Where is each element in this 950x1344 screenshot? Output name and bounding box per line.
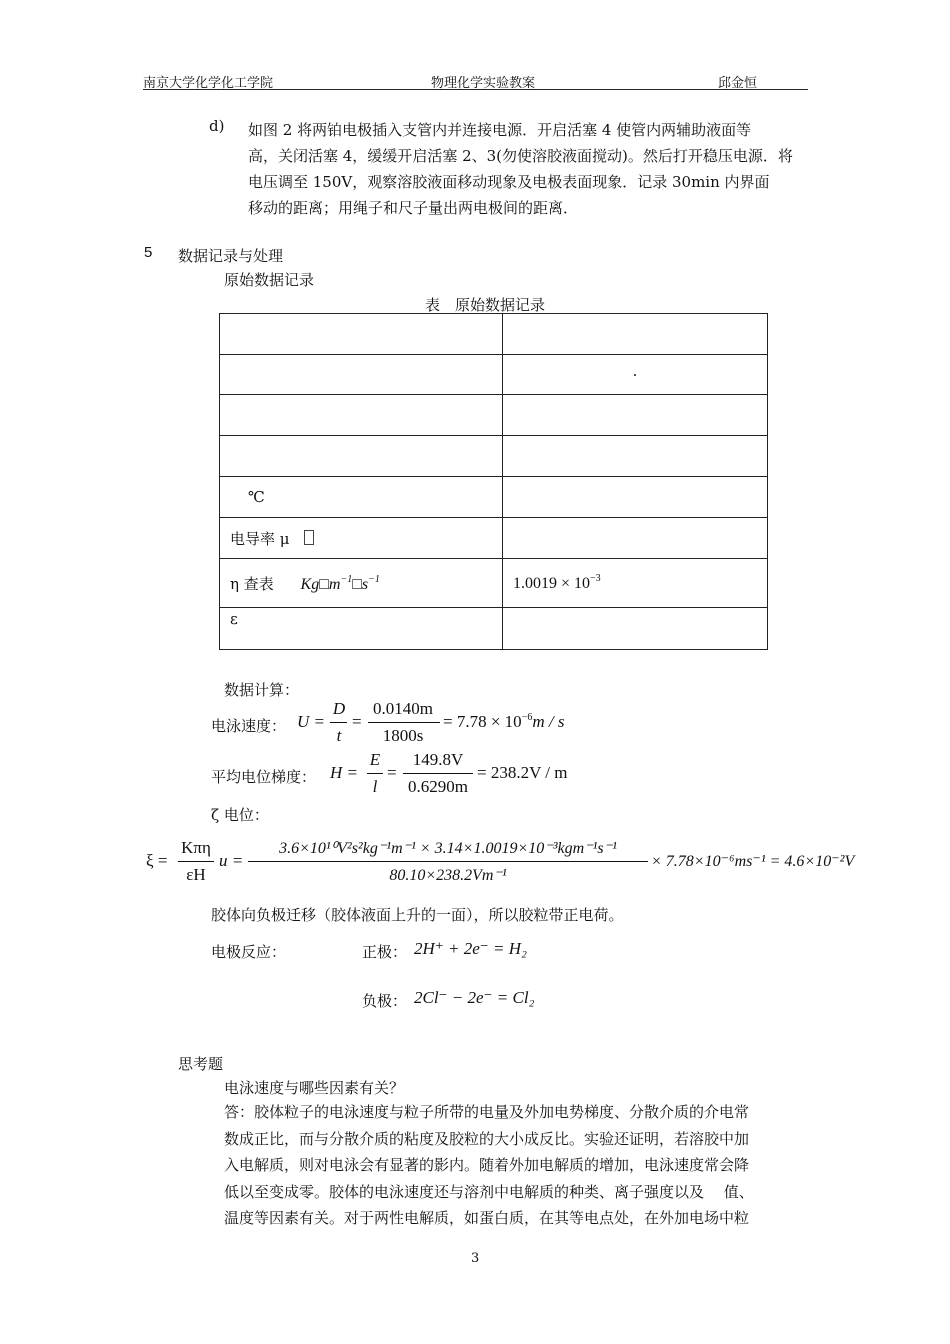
table-caption: 表 原始数据记录 bbox=[425, 296, 546, 314]
missing-glyph-icon bbox=[304, 530, 314, 545]
velocity-result bbox=[443, 712, 564, 732]
table-cell-label bbox=[220, 314, 503, 355]
zeta-symbol-denominator: εH bbox=[186, 865, 206, 884]
step-d-line: 移动的距离；用绳子和尺子量出两电极间的距离． bbox=[248, 199, 579, 217]
positive-electrode-equation: 2H⁺ + 2e⁻ = H₂ bbox=[414, 939, 527, 958]
table-cell-value bbox=[503, 559, 768, 608]
step-d-line: 电压调至 150V，观察溶胶液面移动现象及电极表面现象．记录 30min 内界面 bbox=[248, 173, 770, 191]
answer-line: 答：胶体粒子的电泳速度与粒子所带的电量及外加电势梯度、分散介质的介电常 bbox=[224, 1103, 750, 1121]
fraction-bar bbox=[248, 861, 648, 862]
table-cell-value bbox=[503, 518, 768, 559]
table-row bbox=[220, 477, 768, 518]
velocity-unit: m / s bbox=[532, 712, 565, 731]
gradient-result: = 238.2V / m bbox=[477, 763, 568, 782]
answer-line: 数成正比，而与分散介质的粘度及胶粒的大小成反比。实验还证明，若溶胶中加 bbox=[224, 1129, 750, 1148]
table-cell-label bbox=[220, 518, 503, 559]
header-course-title: 物理化学实验教案 bbox=[431, 76, 536, 91]
table-cell-value bbox=[503, 395, 768, 436]
question-text: 电泳速度与哪些因素有关？ bbox=[224, 1079, 405, 1097]
velocity-symbol-numerator: D bbox=[332, 699, 346, 718]
gradient-symbol-numerator: E bbox=[369, 750, 381, 769]
zeta-result: × 7.78×10⁻⁶ms⁻¹ = 4.6×10⁻²V bbox=[651, 853, 855, 870]
gradient-lhs: H = bbox=[330, 763, 358, 782]
equals-sign: = bbox=[352, 712, 362, 731]
viscosity-label: η 查表 bbox=[230, 574, 274, 593]
gradient-label: 平均电位梯度： bbox=[211, 768, 317, 786]
table-cell-label bbox=[220, 395, 503, 436]
step-d-text bbox=[248, 117, 808, 221]
zeta-symbol-numerator: Kπη bbox=[181, 838, 211, 857]
zeta-numerator: 3.6×10¹⁰V²s²kg⁻¹m⁻¹ × 3.14×1.0019×10⁻³kgm⁻¹s⁻¹ bbox=[279, 840, 617, 857]
table-cell-value bbox=[503, 477, 768, 518]
table-row bbox=[220, 436, 768, 477]
answer-line: 低以至变成零。胶体的电泳速度还与溶剂中电解质的种类、离子强度以及 值、 bbox=[224, 1182, 754, 1201]
step-d-line: 高，关闭活塞 4，缓缓开启活塞 2、3(勿使溶胶液面搅动)。然后打开稳压电源．将 bbox=[248, 147, 793, 165]
negative-electrode-label: 负极： bbox=[362, 992, 408, 1010]
raw-data-table bbox=[219, 313, 768, 650]
step-d-line: 如图 2 将两铂电极插入支管内并连接电源．开启活塞 4 使管内两辅助液面等 bbox=[248, 121, 752, 139]
electrode-label: 电极反应： bbox=[211, 943, 287, 961]
velocity-label: 电泳速度： bbox=[211, 717, 287, 735]
answer-text bbox=[224, 1099, 808, 1232]
zeta-lhs: ξ = bbox=[146, 851, 168, 870]
fraction-bar bbox=[178, 861, 214, 862]
viscosity-exponent: −3 bbox=[590, 573, 601, 584]
gradient-symbol-denominator: l bbox=[372, 777, 378, 796]
table-cell-value bbox=[503, 314, 768, 355]
page-number: 3 bbox=[471, 1251, 480, 1266]
answer-line: 温度等因素有关。对于两性电解质，如蛋白质，在其等电点处，在外加电场中粒 bbox=[224, 1209, 750, 1227]
velocity-denominator: 1800s bbox=[382, 726, 424, 745]
negative-electrode-equation: 2Cl⁻ − 2e⁻ = Cl₂ bbox=[414, 988, 535, 1007]
table-cell-value: · bbox=[503, 355, 768, 395]
calc-heading: 数据计算： bbox=[224, 681, 300, 699]
viscosity-unit: $Kg□m^{-1}□s^{-1}$ bbox=[300, 573, 380, 593]
positive-electrode-label: 正极： bbox=[362, 943, 408, 961]
equals-sign: = bbox=[387, 763, 397, 782]
zeta-denominator: 80.10×238.2Vm⁻¹ bbox=[389, 867, 507, 884]
section-title: 数据记录与处理 bbox=[178, 247, 284, 265]
header-author: 邱金恒 bbox=[718, 76, 758, 91]
velocity-exponent: −6 bbox=[521, 712, 533, 723]
zeta-u: u = bbox=[219, 851, 244, 870]
table-row bbox=[220, 314, 768, 355]
table-row bbox=[220, 395, 768, 436]
table-cell-label bbox=[220, 355, 503, 395]
header-institution: 南京大学化学化工学院 bbox=[143, 76, 274, 91]
table-row bbox=[220, 518, 768, 559]
step-d-label: d) bbox=[209, 117, 225, 135]
table-cell-label bbox=[220, 559, 503, 608]
velocity-numerator: 0.0140m bbox=[373, 699, 433, 718]
table-cell-label: ℃ bbox=[220, 477, 503, 518]
fraction-bar bbox=[368, 722, 440, 723]
velocity-lhs: U = bbox=[297, 712, 325, 731]
table-cell-label: ε bbox=[220, 608, 503, 650]
gradient-numerator: 149.8V bbox=[412, 750, 464, 769]
fraction-bar bbox=[403, 773, 473, 774]
table-row bbox=[220, 608, 768, 650]
table-cell-label bbox=[220, 436, 503, 477]
zeta-label: ζ 电位： bbox=[211, 806, 269, 824]
missing-glyph-icon: □ bbox=[319, 575, 329, 593]
gradient-denominator: 0.6290m bbox=[408, 777, 468, 796]
fraction-bar bbox=[367, 773, 383, 774]
viscosity-value: 1.0019 × 10 bbox=[513, 575, 591, 592]
conductivity-label: 电导率 μ bbox=[230, 529, 290, 548]
charge-conclusion: 胶体向负极迁移（胶体液面上升的一面），所以胶粒带正电荷。 bbox=[211, 906, 624, 924]
table-row bbox=[220, 355, 768, 395]
velocity-symbol-denominator: t bbox=[336, 726, 342, 745]
section-subtitle: 原始数据记录 bbox=[224, 271, 315, 289]
section-number: 5 bbox=[144, 244, 153, 261]
table-row bbox=[220, 559, 768, 608]
answer-line: 入电解质，则对电泳会有显著的影内。随着外加电解质的增加，电泳速度常会降 bbox=[224, 1156, 750, 1174]
velocity-result-value: = 7.78 × 10 bbox=[443, 712, 522, 731]
viscosity-unit-kg: Kg bbox=[300, 575, 320, 593]
missing-glyph-icon: □ bbox=[352, 575, 362, 593]
fraction-bar bbox=[330, 722, 347, 723]
questions-title: 思考题 bbox=[178, 1055, 224, 1073]
header-rule bbox=[143, 89, 808, 90]
table-cell-value bbox=[503, 436, 768, 477]
table-cell-value bbox=[503, 608, 768, 650]
